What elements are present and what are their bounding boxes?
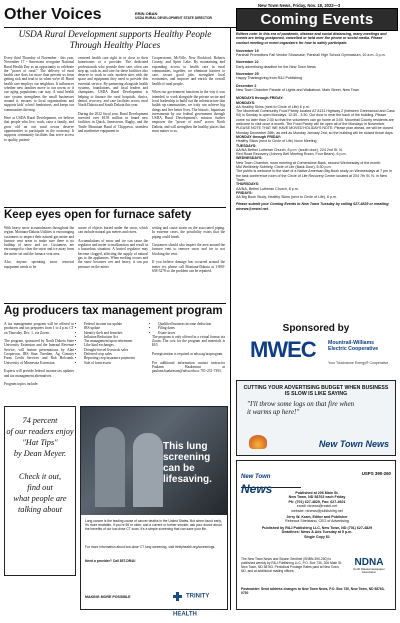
submit-note: Please submit your Coming Events to New Town Tuesday by calling 627-4829 or emailing ntnews@restel.net. — [236, 202, 389, 211]
topics-list — [78, 322, 148, 402]
list-item: • Tax management upon retirement — [84, 339, 148, 343]
article-column: setting and cause strain on the associated piping. In extreme cases, the possibility exists that the piping could break. Customers should also inspect the area around the furnace vent to remove snow and ice to not blocking the vent. If you believe damage has occurred around the meter set, please call Montana-Dakota at 1-800-638-3278 so the problem can be repaired. — [152, 226, 225, 273]
coming-events-list — [236, 32, 396, 211]
masthead-line: New Town, ND 58763 each Friday — [288, 495, 346, 500]
section-title: Other Voices — [4, 6, 102, 23]
event-date: November 25 — [236, 72, 259, 77]
column-divider — [230, 28, 231, 610]
weekly-line: AA Healthy Skins (next to Circle of Life) 6 p.m. — [236, 104, 310, 109]
weekly-line: FRIDAYS: — [236, 190, 253, 195]
masthead-details — [241, 491, 393, 539]
article-column: A tax management program will be offered to producers and tax preparers from 1 to 4 p.m. CT on Thursday, Dec. 1, via Zoom. The program, sponsored by North Dakota State University Extension and the Internal Revenue Service, will feature presentations by Alan Cooperson, IRS Stan Twedten, Ag Country Farm Credit Services and Rob Holcomb, University of Minnesota Extension. Experts will provide federal income tax updates and tax management alternatives. Program topics include: — [4, 322, 74, 387]
promo-line: 74 percent — [22, 416, 58, 425]
event-text: New Town Chamber Parade of Lights and Walkabout, Main Street, New Town — [236, 87, 360, 92]
ndna-logo — [347, 557, 391, 575]
promo-line: find out — [27, 483, 53, 492]
promo-line: what people are — [13, 494, 67, 503]
section-divider — [4, 303, 226, 304]
list-item: • Like kind exchanges — [84, 343, 148, 347]
promo-logo: New Town News — [318, 439, 389, 449]
usps-number: USPS 390-260 — [361, 471, 391, 476]
promo-line: of our readers enjoy — [6, 427, 74, 436]
coming-events-title: Coming Events — [260, 11, 374, 28]
masthead-line: Deadlines: News & Ads Tuesday at 5 p.m. — [281, 530, 353, 535]
event-text: Happy Thanksgiving from R&J Publishing — [236, 76, 303, 81]
doctor-figure — [95, 427, 125, 507]
list-item: • Drought-forced livestock sales — [84, 348, 148, 352]
list-item: • Reporting crop insurance payments — [84, 356, 148, 360]
masthead-paragraph: The New Town News and Swann Sentinel (SNBN-390-260) is published weekly by R&J Publishing LLC, P.O. Box 730, 206 Main St. New Town, ND 58763. Periodical Postage Rates paid at New Town, ND, and at additional mailing offices. — [241, 557, 343, 573]
patient-figure — [133, 433, 163, 507]
weekly-line: MONDAYS: — [236, 100, 256, 105]
article-column: aware of objects buried under the snow, which can include natural gas meters and risers. Accumulations of snow and ice can cause the regulator and meter to malfunction and result in a hazardous situation. A buried regulator may become clogged, affecting the supply of natural gas to the appliances. When melting occurs and the snow becomes wet and heavy, it can put pressure on the meter — [78, 226, 148, 269]
list-item: • Filing dates — [158, 326, 225, 330]
event-date: December 2 — [236, 83, 257, 88]
weekly-line: Red Road Recovery (Johnny Bell Meeting Room, Four Bears), 6 p.m. — [236, 152, 347, 157]
promo-tile — [4, 406, 76, 576]
ad-headline: This lung screening can be lifesaving. — [163, 441, 212, 485]
ad-phone: Need a provider? Call 857-DR4U — [85, 559, 136, 563]
list-item: • IRS update — [84, 326, 148, 330]
ndna-sub: North Dakota Newspaper Association — [353, 567, 385, 575]
promo-headline: CUTTING YOUR ADVERTISING BUDGET WHEN BUSINESS IS SLOW IS LIKE SAYING — [243, 385, 389, 398]
masthead — [236, 460, 396, 610]
promo-line: Check it out, — [18, 472, 62, 481]
ad-body: Lung cancer is the leading cause of cancer deaths in the United States. But when found early, it's more treatable. If you're 55 or older, and a current or former smoker, ask your doctor about the benefits of our low-dose CT scan. It's a simple screening that can save your life. — [85, 519, 222, 531]
trinity-logo — [173, 587, 227, 623]
cross-icon — [173, 592, 182, 601]
fire-icon — [249, 435, 267, 449]
advertising-promo — [236, 380, 396, 456]
masthead-line: Jerry W. Kram, Editor and Publisher — [286, 515, 348, 520]
ndna-mark: NDNA — [354, 557, 384, 568]
list-item: • Federal income tax update — [84, 322, 148, 326]
sponsor-brand-sub: Mountrail-Williams Electric Cooperative — [328, 340, 379, 352]
editors-note: Editors note: In this era of pandemic, disease and social distancing, many meetings and events are being postponed, cancelled or held over the phone or social media. Please contact meeting or event organizers for how to safely participate. — [236, 32, 387, 45]
weekly-line: AA Big Book Study, Healthy Skins (next to Circle of Life), 6 p.m. — [236, 195, 338, 200]
masthead-line: Single Copy $1 — [304, 534, 330, 539]
masthead-line: Published by R&J Publishing LLC, New Town, ND (701) 627-4829 — [261, 525, 373, 530]
brand-name: TRINITY HEALTH — [173, 593, 210, 618]
event-text: Parshall Promotions Fall Vendor Showcase, Parshall High School Gymnasium, 10 a.m.-3 p.m. — [236, 53, 386, 58]
promo-line: talking about — [17, 505, 63, 514]
weekly-line: MONDAY through FRIDAY: — [236, 134, 282, 139]
list-item: • Estate taxes — [158, 331, 225, 335]
masthead-line: Ph: (701) 627-4829, Fax: 627-4601 — [288, 499, 346, 504]
ad-photo — [81, 407, 227, 515]
weekly-line: The Moorehall Community Food Pantry located AT 8131 Highway 2 (between Greenwood and Cass 94) is Sunday is open Mondays, 12:30 - 3:30. Our door is near the back of the building. Please come no later than 2:30 so that the volunteers can go home at 3:00. Mountrail County residents are welcome to visit once a month. The Food Pantry will be open all of the Mondays in November. PLEASE NOTE THAT WE HAVE MOVED HOLIDAYS NOTE: Please plan ahead, we will be closed Monday December 26th, as well as Monday January 2nd, so the building will be closed those days. — [236, 109, 395, 135]
masthead-line: Rebecca Strelstand, CEO of Advertising — [285, 519, 349, 524]
article-column: With heavy snow accumulations throughout the region, Montana-Dakota Utilities is encouraging customers to inspect their natural gas meter and furnace vent areas to make sure there is no buildup of snow and ice. Customers are encouraged to clear the snow and ice away from the meter set and the furnace vent area. Also, anyone operating snow removal equipment needs to be — [4, 226, 74, 269]
article-column: centered health care right in or close to their hometowns or a provider. The dedicated professionals who provide their care, often can step up, cook in, and care for these facilities also deserve to work in safe, modern sites with the space and equipment they need to provide this essential service. By partnering alongside health systems, foundations, and local leaders and champions, USDA Rural Development is helping to finance the rural hospitals, clinics, dental, recovery, and care facilities across rural North Dakota and South Dakota this year. During the 2022 fiscal year, Rural Development invested over $158 million in brand new facilities in Quick, Jamestown, Rugby, and the Turtle Mountain Band of Chippewa, seamless and modernize equipment in — [78, 56, 148, 134]
promo-line: "Hat Tips" — [22, 438, 58, 447]
weekly-line: The public is welcome to the start of a Native American Big Book study on Wednesdays at 7 pm in the task conference room of the Circle of Life Recovery Center located at 204 7th St. N. in New Town. — [236, 169, 392, 182]
event-text: Early advertising deadline for the New Town News — [236, 64, 316, 69]
section-divider — [4, 207, 226, 208]
sponsor-brand: MWEC — [250, 337, 316, 362]
sponsor-tagline: Your Touchstone Energy® Cooperative — [328, 361, 389, 365]
article-headline: Ag producers tax management program — [4, 305, 223, 317]
ad-body: For more information about low-dose CT lung screening, visit trinityhealth.org/screenings. — [85, 545, 216, 549]
weekly-title: MONDAYS through FRIDAY: — [236, 96, 284, 101]
coming-events-banner — [236, 8, 398, 31]
promo-quote: "I'll throw some logs on that fire when it warms up here!" — [247, 400, 355, 417]
postmaster-note: Postmaster: Send address changes to New Town News, P.O. Box 730, New Town, ND 58763-0730 — [241, 587, 385, 595]
logo-bottom: News — [241, 482, 273, 496]
ad-tagline: MAKING MORE POSSIBLE — [85, 595, 131, 599]
event-date: November 22 — [236, 60, 259, 65]
issue-line: New Town News, Friday, Nov. 18, 2022—3 — [258, 3, 341, 8]
sponsor-title: Sponsored by — [282, 323, 350, 334]
event-date: November 19 — [236, 48, 259, 53]
weekly-line: THURSDAYS: — [236, 182, 260, 187]
article-column: The program is only offered in a virtual format via Zoom. The cost for the program and materials is $10. Preregistration is required at ndsu.ag/taxprogram. For additional information contact instructor Paulann Haakenson at paulann.haakenson@ndsu.edu or 701-231-7393. — [152, 334, 225, 374]
masthead-line: email: ntnews@restel.net — [296, 504, 338, 509]
list-item: • Sale of farm assets — [84, 361, 148, 365]
article-headline: Keep eyes open for furnace safety — [4, 209, 192, 221]
masthead-logo — [241, 465, 301, 496]
article-headline: USDA Rural Development supports Healthy People Through Healthy Places — [18, 30, 212, 51]
masthead-line: website: ntnews@publishing.net — [291, 508, 343, 513]
byline-role: USDA RURAL DEVELOPMENT STATE DIRECTOR — [135, 16, 212, 20]
list-item: • Deferred crop sales — [84, 352, 148, 356]
article-column: Cooperstown, McVille, New Rockford, Roberts County, and Spirit Lake. By maintaining and expanding access to health care in rural communities, together, we eliminate barriers to care, secure good jobs, strengthen local economies, and improve and enrich the overall health of rural people. When our government functions in the way it was intended, to work alongside the private sector and local leadership to build out the infrastructure that builds up communities, we truly can achieve big things and live better lives. The historic, bipartisan investments by our federal government through USDA Rural Development's mission further empower the "power of rural" across North Dakota, and will strengthen the healthy places that most matter to us. — [152, 56, 225, 134]
weekly-line: New Town Chamber, noon meeting at Cornerstone Bank, second Wednesday of the month. — [236, 160, 382, 165]
weekly-line: Healthy Skins (next to Circle of Life) Noon Meeting — [236, 139, 317, 144]
weekly-line: TUESDAYS: — [236, 143, 257, 148]
lung-screening-ad — [80, 406, 228, 618]
weekly-line: WEDNESDAYS: — [236, 156, 263, 161]
logo-top: New Town — [241, 474, 271, 480]
article-column: Every third Thursday of November - this year, November 17 - Americans recognize National Rural Health Day as an opportunity to celebrate the "power of rural." The delivery of rural health care does far more than prevent us from getting sick and tend to us when we're ill. Rural health care employs our neighbors. It influences whether new families move to our towns or if our aging populations can stay. A rural health care system strengthens the small businesses around it, ensures to local organizations and supports kids' school fundraisers, and keeps our communities thriving. Here at USDA Rural Development, we believe that people who live, work, raise a family, and grow old on our rural towns deserve opportunities to participate in the economy. It supports community facilities that serve access to quality, patient- — [4, 56, 74, 142]
byline — [135, 11, 221, 20]
list-item: • Identify theft and breaches — [84, 331, 148, 335]
sponsor-block — [236, 323, 396, 377]
weekly-line: Mid Wellbriety Sobriety, Circle of Life (Back Door), 5:30 p.m. — [236, 165, 332, 170]
promo-line: by Dean Meyer. — [13, 449, 67, 458]
byline-name: ERIN OBAN — [135, 11, 158, 16]
list-item: • Qualified business income deduction — [158, 322, 225, 326]
topics-list-continued — [152, 322, 225, 402]
list-item: • Inflation Reduction Act — [84, 335, 148, 339]
weekly-line: AA/NA, Bethel Lutheran Church, 8 p.m. — [236, 186, 299, 191]
weekly-line: AA/NA Bethel Lutheran Church, 8 p.m. (south door), 224 2nd St. N. — [236, 147, 343, 152]
masthead-line: Published at 206 Main St. — [295, 491, 339, 495]
